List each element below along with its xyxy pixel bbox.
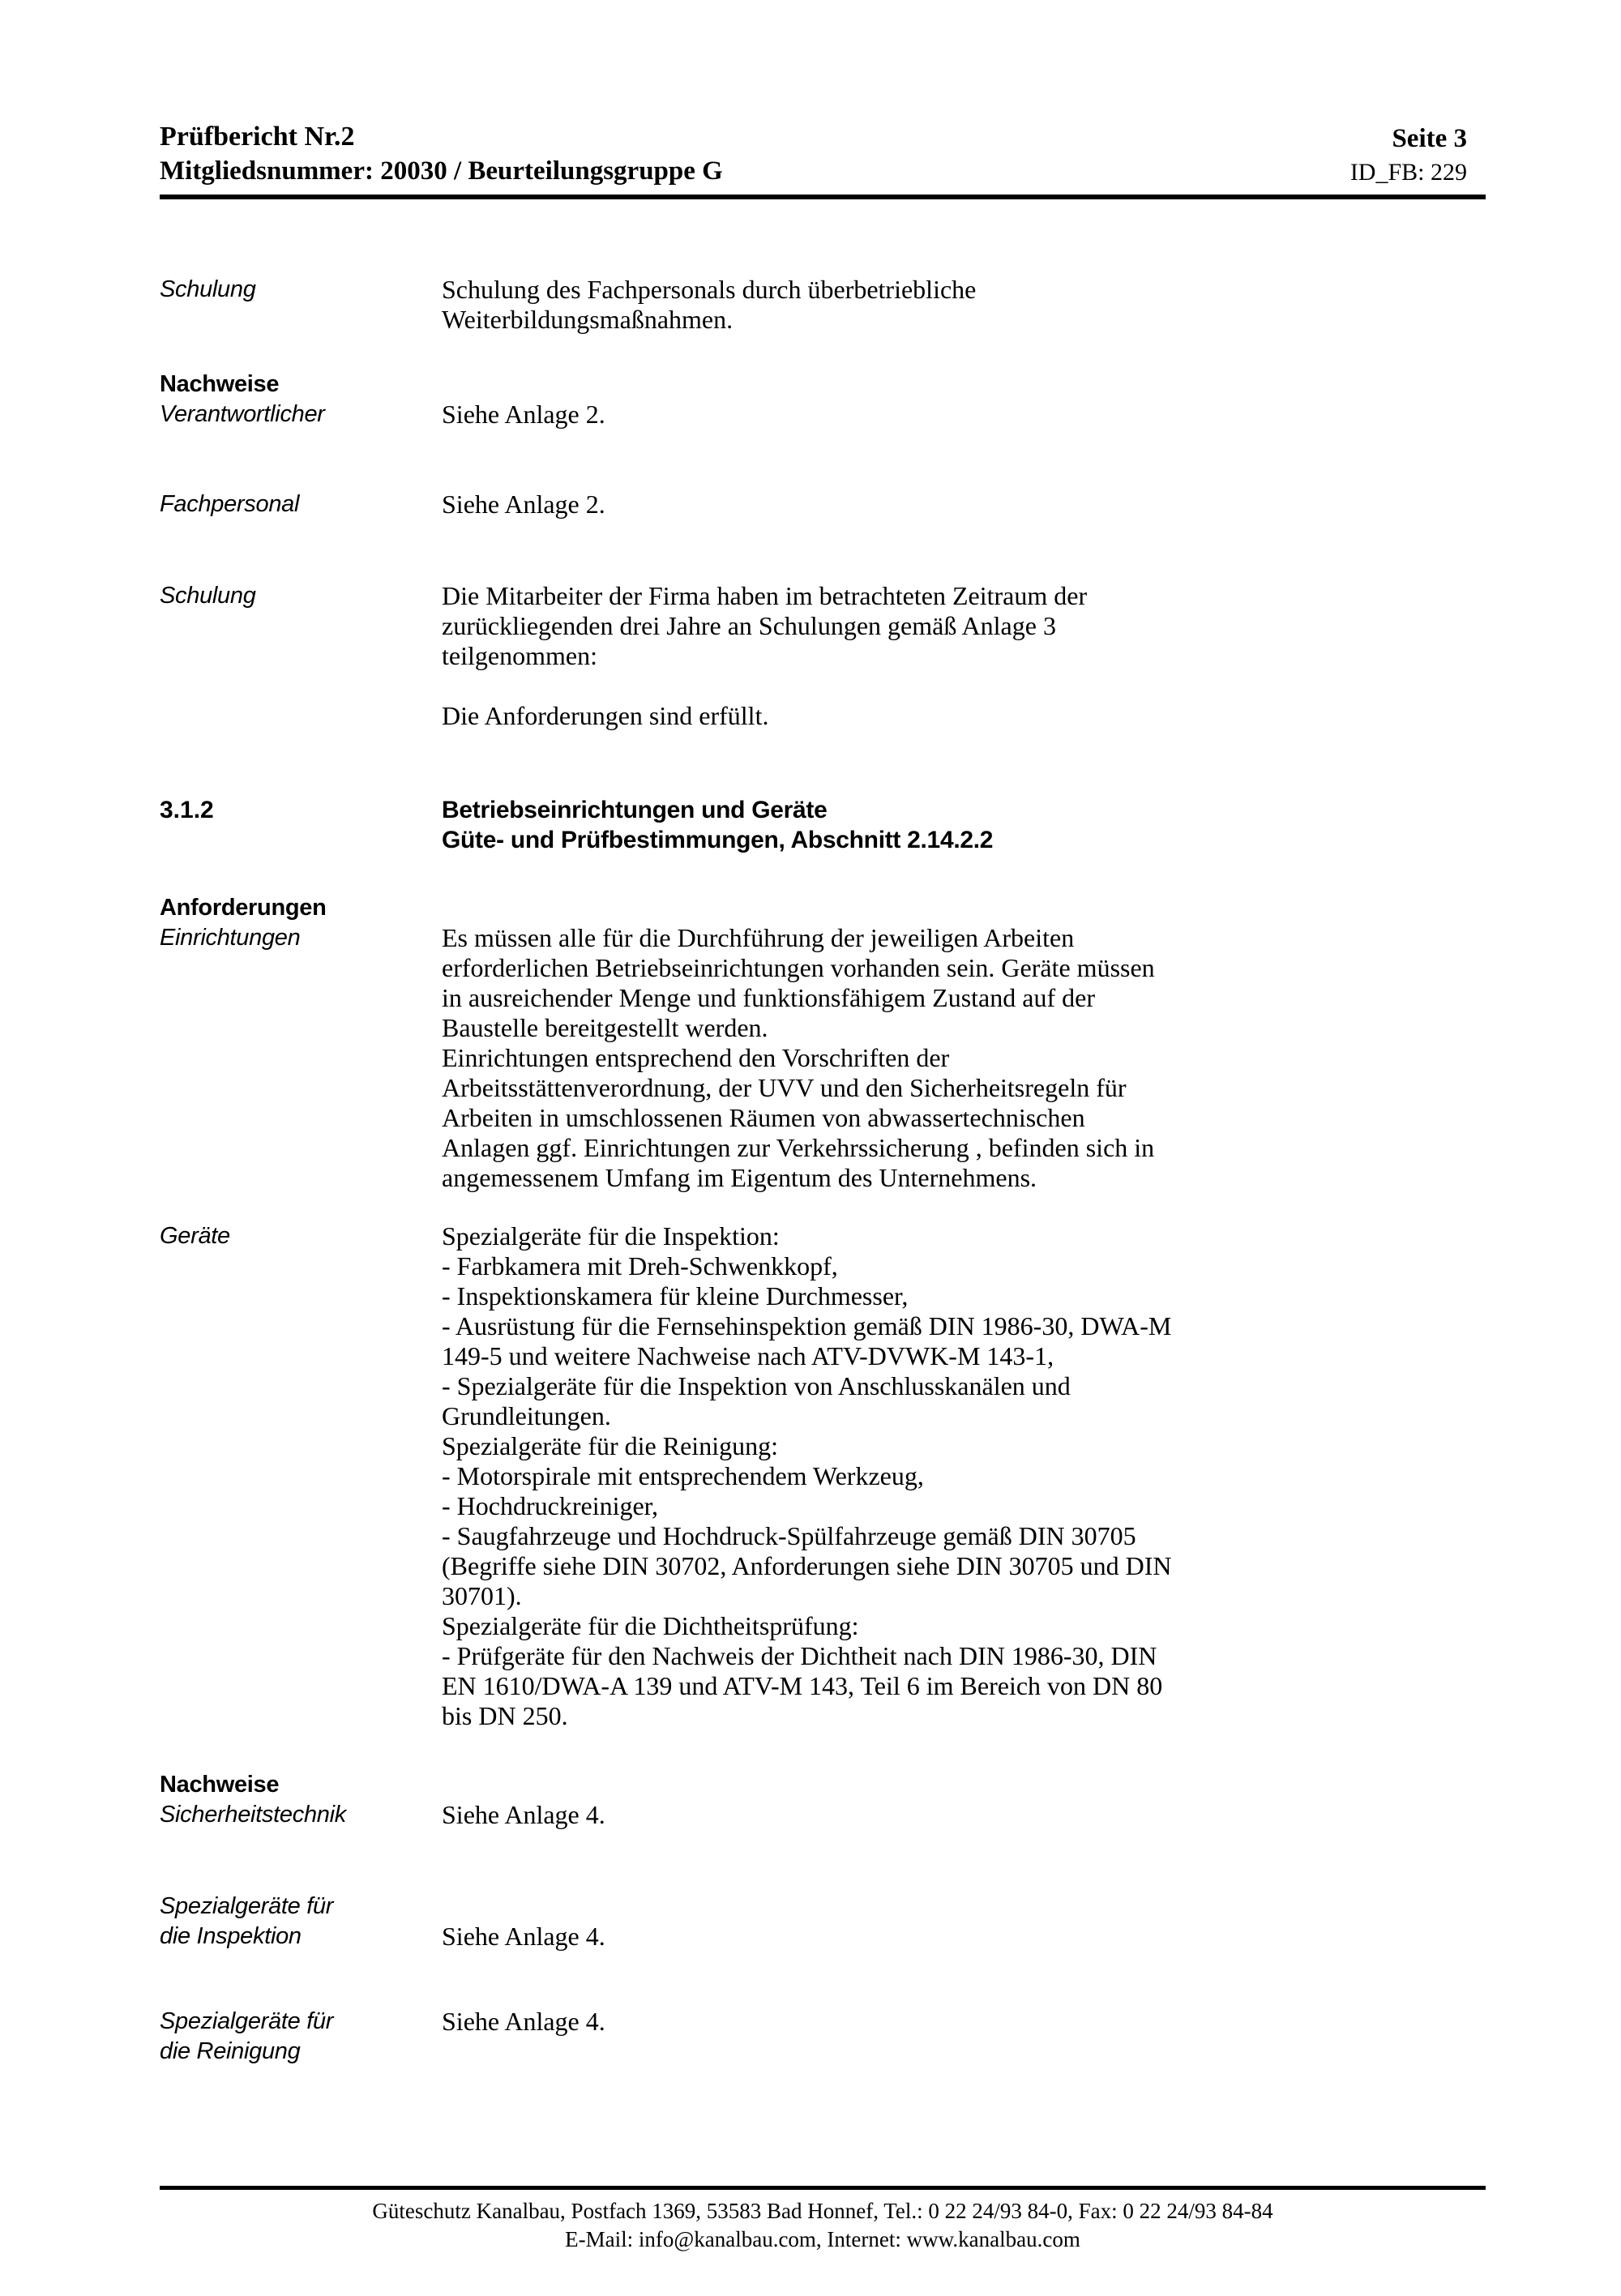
section-label: Schulung	[160, 583, 256, 609]
section-nachweise-verantwortlicher	[160, 370, 1486, 430]
page-number: Seite 3	[1392, 124, 1467, 153]
section-heading: Betriebseinrichtungen und Geräte Güte- und Prüfbestimmungen, Abschnitt 2.14.2.2	[442, 797, 994, 853]
section-spezialgeraete-reinigung	[160, 2007, 1486, 2067]
section-body: Spezialgeräte für die Inspektion: - Farbkamera mit Dreh-Schwenkkopf, - Inspektionskamera für kleine Durchmesser, - Ausrüstung für die Fernsehinspektion gemäß DIN 1986-30, DWA-M 149-5 und weitere Nachweise nach ATV-DVWK-M 143-1, - Spezialgeräte für die Inspektion von Anschlusskanälen und Grundleitungen. Spezialgeräte für die Reinigung: - Motorspirale mit entsprechendem Werkzeug, - Hochdruckreiniger, - Saugfahrzeuge und Hochdruck-Spülfahrzeuge gemäß DIN 30705 (Begriffe siehe DIN 30702, Anforderungen siehe DIN 30705 und DIN 30701). Spezialgeräte für die Dichtheitsprüfung: - Prüfgeräte für den Nachweis der Dichtheit nach DIN 1986-30, DIN EN 1610/DWA-A 139 und ATV-M 143, Teil 6 im Bereich von DN 80 bis DN 250.	[442, 1221, 1172, 1730]
section-body: Siehe Anlage 4.	[442, 1922, 605, 1951]
section-label	[160, 370, 442, 430]
section-nachweise-sicherheitstechnik	[160, 1770, 1486, 1830]
page-footer	[160, 2186, 1486, 2254]
footer-email-line: E-Mail: info@kanalbau.com, Internet: www.kanalbau.com	[565, 2227, 1080, 2251]
section-number: 3.1.2	[160, 797, 214, 823]
section-label	[160, 1770, 442, 1830]
member-number-line: Mitgliedsnummer: 20030 / Beurteilungsgruppe G	[160, 156, 723, 186]
section-label-sub: Verantwortlicher	[160, 401, 325, 427]
report-title: Prüfbericht Nr.2	[160, 122, 355, 152]
section-body: Es müssen alle für die Durchführung der jeweiligen Arbeiten erforderlichen Betriebseinrichtungen vorhanden sein. Geräte müssen in ausreichender Menge und funktionsfähigem Zustand auf der Baustelle bereitgestellt werden. Einrichtungen entsprechend den Vorschriften der Arbeitsstättenverordnung, der UVV und den Sicherheitsregeln für Arbeiten in umschlossenen Räumen von abwassertechnischen Anlagen ggf. Einrichtungen zur Verkehrssicherung , befinden sich in angemessenem Umfang im Eigentum des Unternehmens.	[442, 923, 1155, 1192]
section-body: Schulung des Fachpersonals durch überbetriebliche Weiterbildungsmaßnahmen.	[442, 275, 977, 334]
section-schulung-1	[160, 275, 1486, 335]
section-label: Fachpersonal	[160, 491, 300, 517]
section-geraete	[160, 1221, 1486, 1731]
section-body: Siehe Anlage 4.	[442, 2007, 605, 2036]
section-label: Spezialgeräte für die Inspektion	[160, 1893, 334, 1949]
section-body: Siehe Anlage 2.	[442, 400, 605, 429]
section-body: Die Mitarbeiter der Firma haben im betrachteten Zeitraum der zurückliegenden drei Jahre an Schulungen gemäß Anlage 3 teilgenommen: Die Anforderungen sind erfüllt.	[442, 581, 1088, 730]
section-label-sub: Sicherheitstechnik	[160, 1802, 346, 1828]
section-anforderungen-einrichtungen	[160, 893, 1486, 1193]
section-3-1-2-heading	[160, 795, 1486, 855]
report-header-right	[1350, 122, 1467, 190]
section-label: Schulung	[160, 276, 256, 302]
section-label-heading: Anforderungen	[160, 895, 327, 921]
section-label-sub: Einrichtungen	[160, 925, 301, 951]
form-id: ID_FB: 229	[1349, 159, 1467, 186]
section-label	[160, 893, 442, 953]
section-body: Siehe Anlage 4.	[442, 1800, 605, 1829]
header-rule	[160, 195, 1486, 199]
section-label: Geräte	[160, 1223, 230, 1249]
section-label: Spezialgeräte für die Reinigung	[160, 2008, 334, 2064]
section-spezialgeraete-inspektion	[160, 1892, 1486, 1952]
report-header-left	[160, 120, 723, 188]
section-label-heading: Nachweise	[160, 1772, 280, 1798]
section-label-heading: Nachweise	[160, 371, 280, 397]
footer-contact-line: Güteschutz Kanalbau, Postfach 1369, 53583 Bad Honnef, Tel.: 0 22 24/93 84-0, Fax: 0 22 24/93 84-84	[372, 2199, 1273, 2223]
section-fachpersonal	[160, 490, 1486, 519]
section-schulung-2	[160, 581, 1486, 731]
section-body: Siehe Anlage 2.	[442, 490, 605, 519]
